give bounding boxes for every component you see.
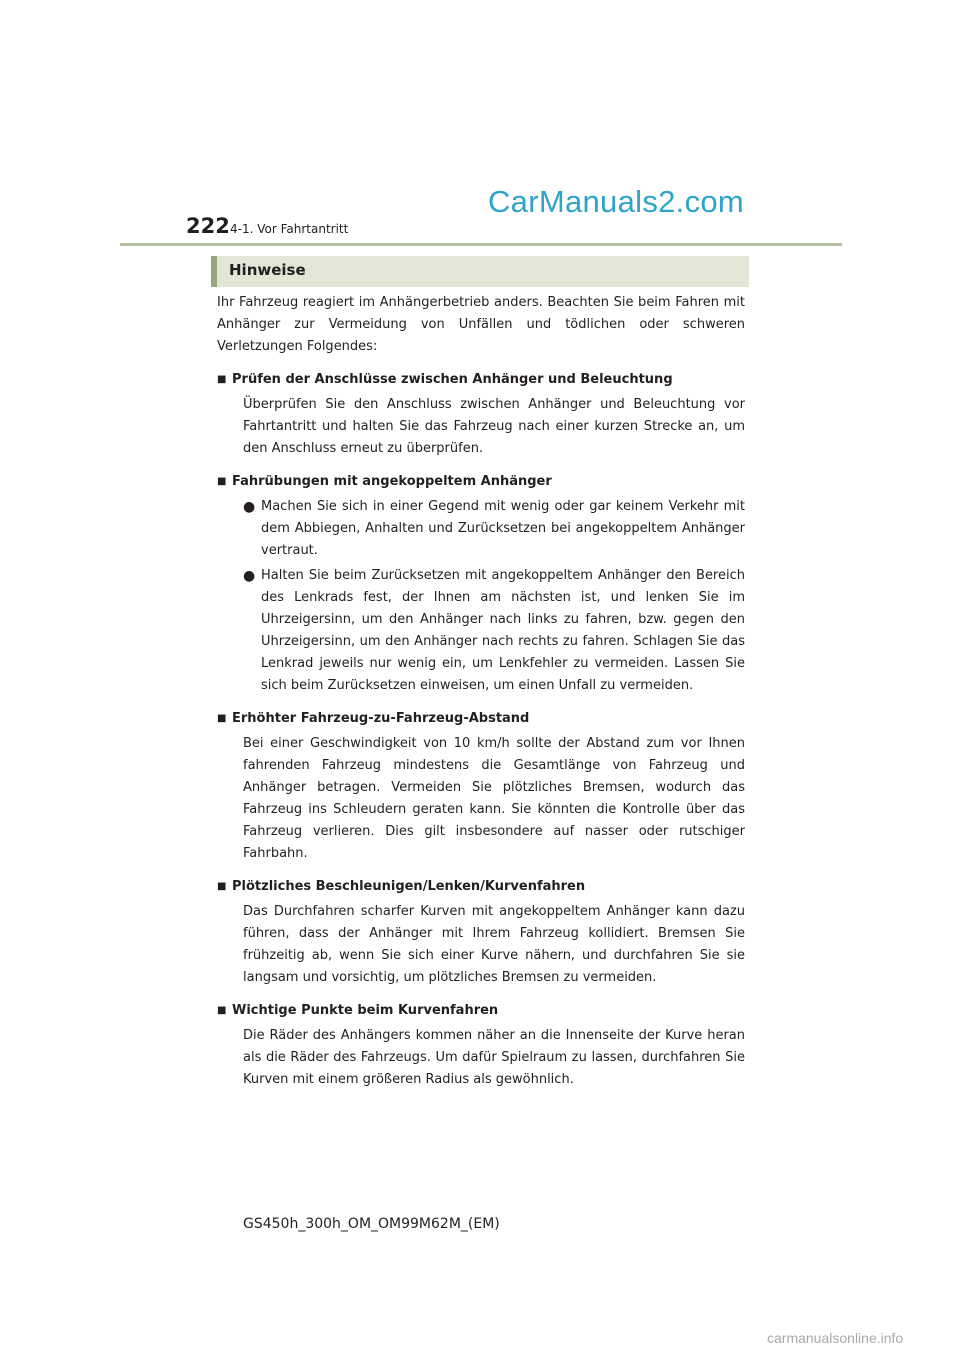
section-body: Die Räder des Anhängers kommen näher an die Innenseite der Kurve heran als die Räder des Fahrzeugs. Um dafür Spielraum zu lassen, durchfahren Sie Kurven mit einem größeren Radius als gewöhnlich. bbox=[243, 1028, 745, 1087]
square-bullet-icon: ■ bbox=[217, 374, 227, 385]
footer-site-link[interactable]: carmanualsonline.info bbox=[767, 1330, 904, 1346]
footer-doc-id: GS450h_300h_OM_OM99M62M_(EM) bbox=[243, 1216, 500, 1232]
section-title: Fahrübungen mit angekoppeltem Anhänger bbox=[232, 474, 552, 489]
section-heading bbox=[217, 876, 745, 898]
section-heading bbox=[217, 708, 745, 730]
section-body: Bei einer Geschwindigkeit von 10 km/h sollte der Abstand zum vor Ihnen fahrenden Fahrzeug mindestens die Gesamtlänge von Fahrzeug und Anhänger betragen. Vermeiden Sie plötzliches Bremsen, wodurch das Fahrzeug ins Schleudern geraten kann. Sie könnten die Kontrolle über das Fahrzeug verlieren. Dies gilt insbesondere auf nasser oder rutschiger Fahrbahn. bbox=[243, 736, 745, 861]
list-item-text: Machen Sie sich in einer Gegend mit wenig oder gar keinem Verkehr mit dem Abbiegen, Anhalten und Zurücksetzen bei angekoppeltem Anhänger vertraut. bbox=[261, 499, 745, 558]
section-title: Erhöhter Fahrzeug-zu-Fahrzeug-Abstand bbox=[232, 711, 530, 726]
round-bullet-icon: ● bbox=[243, 499, 256, 515]
header-rule bbox=[120, 243, 842, 246]
notice-header bbox=[211, 256, 749, 287]
section-title: Prüfen der Anschlüsse zwischen Anhänger und Beleuchtung bbox=[232, 372, 673, 387]
square-bullet-icon: ■ bbox=[217, 1005, 227, 1016]
section-heading bbox=[217, 1000, 745, 1022]
square-bullet-icon: ■ bbox=[217, 881, 227, 892]
section-heading bbox=[217, 471, 745, 493]
list-item bbox=[243, 565, 745, 697]
notice-intro: Ihr Fahrzeug reagiert im Anhängerbetrieb anders. Beachten Sie beim Fahren mit Anhänger zur Vermeidung von Unfällen und tödlichen oder schweren Verletzungen Folgendes: bbox=[217, 295, 745, 354]
square-bullet-icon: ■ bbox=[217, 713, 227, 724]
section-title: Wichtige Punkte beim Kurvenfahren bbox=[232, 1003, 499, 1018]
notice-content bbox=[217, 292, 745, 1091]
list-item bbox=[243, 496, 745, 562]
list-item-text: Halten Sie beim Zurücksetzen mit angekoppeltem Anhänger den Bereich des Lenkrads fest, der Ihnen am nächsten ist, und lenken Sie im Uhrzeigersinn, um den Anhänger nach links zu fahren, bzw. gegen den Uhrzeigersinn, um den Anhänger nach rechts zu fahren. Schlagen Sie das Lenkrad jeweils nur wenig ein, um Lenkfehler zu vermeiden. Lassen Sie sich beim Zurücksetzen einweisen, um einen Unfall zu vermeiden. bbox=[261, 568, 745, 693]
watermark-link[interactable]: CarManuals2.com bbox=[488, 184, 745, 219]
section-body: Überprüfen Sie den Anschluss zwischen Anhänger und Beleuchtung vor Fahrtantritt und halten Sie das Fahrzeug nach einer kurzen Strecke an, um den Anschluss erneut zu überprüfen. bbox=[243, 397, 745, 456]
notice-title: Hinweise bbox=[229, 261, 306, 279]
section-title: Plötzliches Beschleunigen/Lenken/Kurvenfahren bbox=[232, 879, 586, 894]
section-heading bbox=[217, 369, 745, 391]
round-bullet-icon: ● bbox=[243, 568, 256, 584]
section-body: Das Durchfahren scharfer Kurven mit angekoppeltem Anhänger kann dazu führen, dass der Anhänger mit Ihrem Fahrzeug kollidiert. Bremsen Sie frühzeitig ab, wenn Sie sich einer Kurve nähern, und durchfahren Sie sie langsam und vorsichtig, um plötzliches Bremsen zu vermeiden. bbox=[243, 904, 745, 985]
page-number: 222 bbox=[186, 214, 230, 238]
square-bullet-icon: ■ bbox=[217, 476, 227, 487]
section-label: 4-1. Vor Fahrtantritt bbox=[230, 222, 349, 236]
